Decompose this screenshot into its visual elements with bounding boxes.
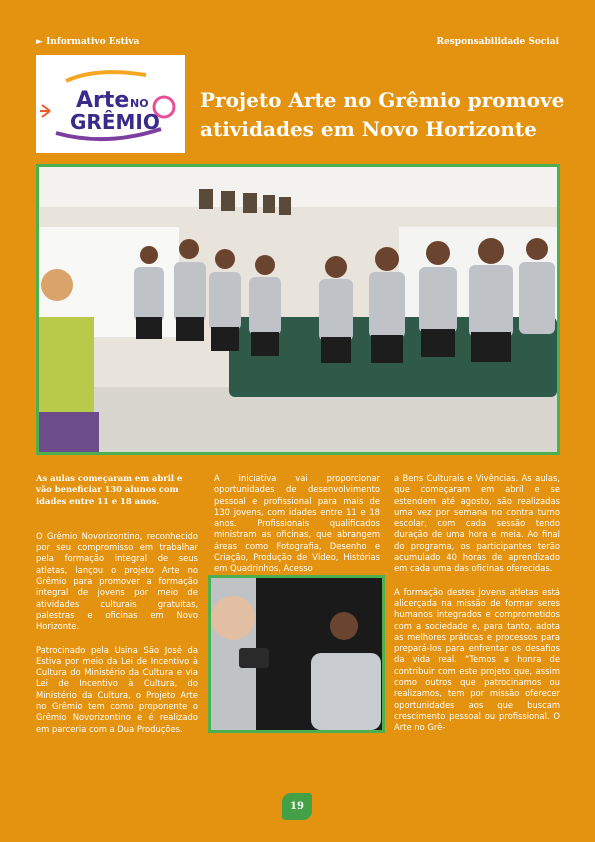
- paragraph: A formação destes jovens atletas está alicerçada na missão de formar seres humanos integrados e comprometidos com a sociedade e, para tanto, adota as melhores práticas e processos para prepará-los para enfrentar os desafios da vida real. “Temos a honra de contribuir com este projeto que, assim como outros que patrocinamos ou realizamos, tem por missão oferecer oportunidades aos que buscam crescimento pessoal ou profissional. O Arte no Grê-: [394, 586, 560, 733]
- logo-word-gremio: GRÊMIO: [70, 110, 160, 134]
- paragraph: Patrocinado pela Usina São José da Estiva por meio da Lei de Incentivo à Cultura do Ministério da Cultura e via Lei de Incentivo à Cultura, do Ministério da Cultura, o Projeto Arte no Grêmio tem como proponente o Grêmio Novorizontino e é realizado em parceria com a Dua Produções.: [36, 644, 198, 734]
- page-number: 19: [282, 793, 312, 820]
- classroom-photo: [36, 164, 560, 455]
- paragraph: a Bens Culturais e Vivências. As aulas, que começaram em abril e se estendem até agosto, são realizadas uma vez por semana no contra turno escolar, com cada sessão tendo duração de uma hora e meia. Ao final do programa, os participantes terão acumulado 40 horas de aprendizado em cada uma das oficinas oferecidas.: [394, 473, 560, 574]
- article-title: Projeto Arte no Grêmio promove atividades em Novo Horizonte: [200, 88, 565, 141]
- logo-graphic: [36, 55, 185, 153]
- text-column-3: [394, 473, 560, 746]
- logo-word-arte: Arte: [76, 88, 130, 113]
- paragraph: O Grêmio Novorizontino, reconhecido por seu compromisso em trabalhar pela formação integral de seus atletas, lançou o projeto Arte no Grêmio para promover a formação integral de jovens por meio de atividades culturais gratuitas, palestras e oficinas em Novo Horizonte.: [36, 530, 198, 632]
- photographer-photo-graphic: [211, 578, 382, 730]
- classroom-photo-graphic: [39, 167, 557, 452]
- photographer-photo: [208, 575, 385, 733]
- category-label: Responsabilidade Social: [436, 37, 559, 47]
- logo-word-no: NO: [130, 97, 149, 110]
- paragraph: A iniciativa vai proporcionar oportunidades de desenvolvimento pessoal e profissional para mais de 130 jovens, com idades entre 11 e 18 anos. Profissionais qualificados ministram as oficinas, que abrangem áreas como Fotografia, Desenho e Criação, Produção de Vídeo, Histórias em Quadrinhos, Acesso: [214, 473, 380, 574]
- arte-no-gremio-logo: [36, 55, 185, 153]
- text-column-2: [214, 473, 380, 587]
- section-label: ► Informativo Estiva: [36, 37, 140, 47]
- text-column-1: [36, 473, 198, 747]
- article-lead: As aulas começaram em abril e vão beneficiar 130 alunos com idades entre 11 e 18 anos.: [36, 473, 183, 506]
